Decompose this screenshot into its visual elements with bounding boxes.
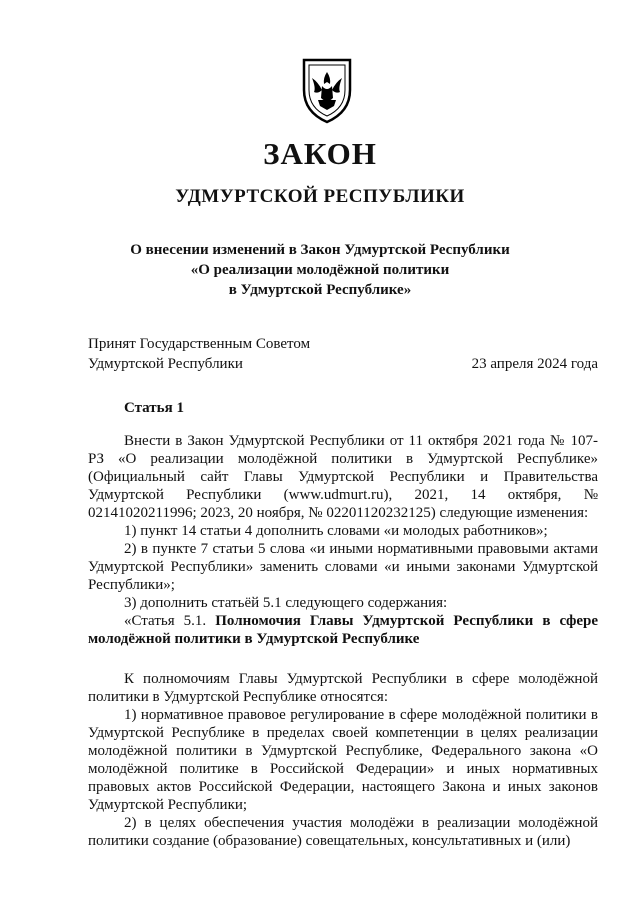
adoption-line: Принят Государственным Советом <box>88 336 311 352</box>
article-body <box>88 432 598 850</box>
document-subject <box>0 240 640 300</box>
subject-line: «О реализации молодёжной политики <box>190 262 450 278</box>
amendment-item: 2) в пункте 7 статьи 5 слова «и иными нормативными правовыми актами Удмуртской Республики» заменить словами «и иными законами Удмуртской Республики»; <box>88 541 598 593</box>
power-item: 2) в целях обеспечения участия молодёжи в реализации молодёжной политики создание (образование) совещательных, консультативных и (или) <box>88 815 598 849</box>
amendment-item: 3) дополнить статьёй 5.1 следующего содержания: <box>124 595 448 611</box>
adoption-line: Удмуртской Республики <box>88 356 243 372</box>
power-item: 1) нормативное правовое регулирование в сфере молодёжной политики в Удмуртской Республике в пределах своей компетенции в целях реализации молодёжной политики в Удмуртской Республике, Федерального закона «О молодёжной политике в Российской Федерации» и иных нормативных правовых актов Российской Федерации, настоящего Закона и иных законов Удмуртской Республики; <box>88 707 598 813</box>
article-heading: Статья 1 <box>124 400 184 416</box>
new-article-heading <box>88 612 598 648</box>
new-article-title: Полномочия Главы Удмуртской Республики в сфере молодёжной политики в Удмуртской Республике <box>88 613 598 647</box>
adoption-block <box>88 334 598 374</box>
document-subtitle: УДМУРТСКОЙ РЕСПУБЛИКИ <box>175 186 465 207</box>
document-title: ЗАКОН <box>263 136 377 171</box>
paragraph: К полномочиям Главы Удмуртской Республики в сфере молодёжной политики в Удмуртской Республике относятся: <box>88 671 598 705</box>
subject-line: в Удмуртской Республике» <box>228 282 412 298</box>
amendment-item: 1) пункт 14 статьи 4 дополнить словами «и молодых работников»; <box>124 523 548 539</box>
paragraph: Внести в Закон Удмуртской Республики от 11 октября 2021 года № 107-РЗ «О реализации молодёжной политики в Удмуртской Республике» (Официальный сайт Главы Удмуртской Республики и Правительства Удмуртской Республики (www.udmurt.ru), 2021, 14 октября, № 02141020211996; 2023, 20 ноября, № 02201120232125) следующие изменения: <box>88 433 598 521</box>
udmurt-coat-of-arms-icon <box>300 56 354 124</box>
new-article-prefix: «Статья 5.1. <box>124 613 216 629</box>
subject-line: О внесении изменений в Закон Удмуртской Республики <box>130 242 510 258</box>
adoption-date: 23 апреля 2024 года <box>471 356 598 372</box>
